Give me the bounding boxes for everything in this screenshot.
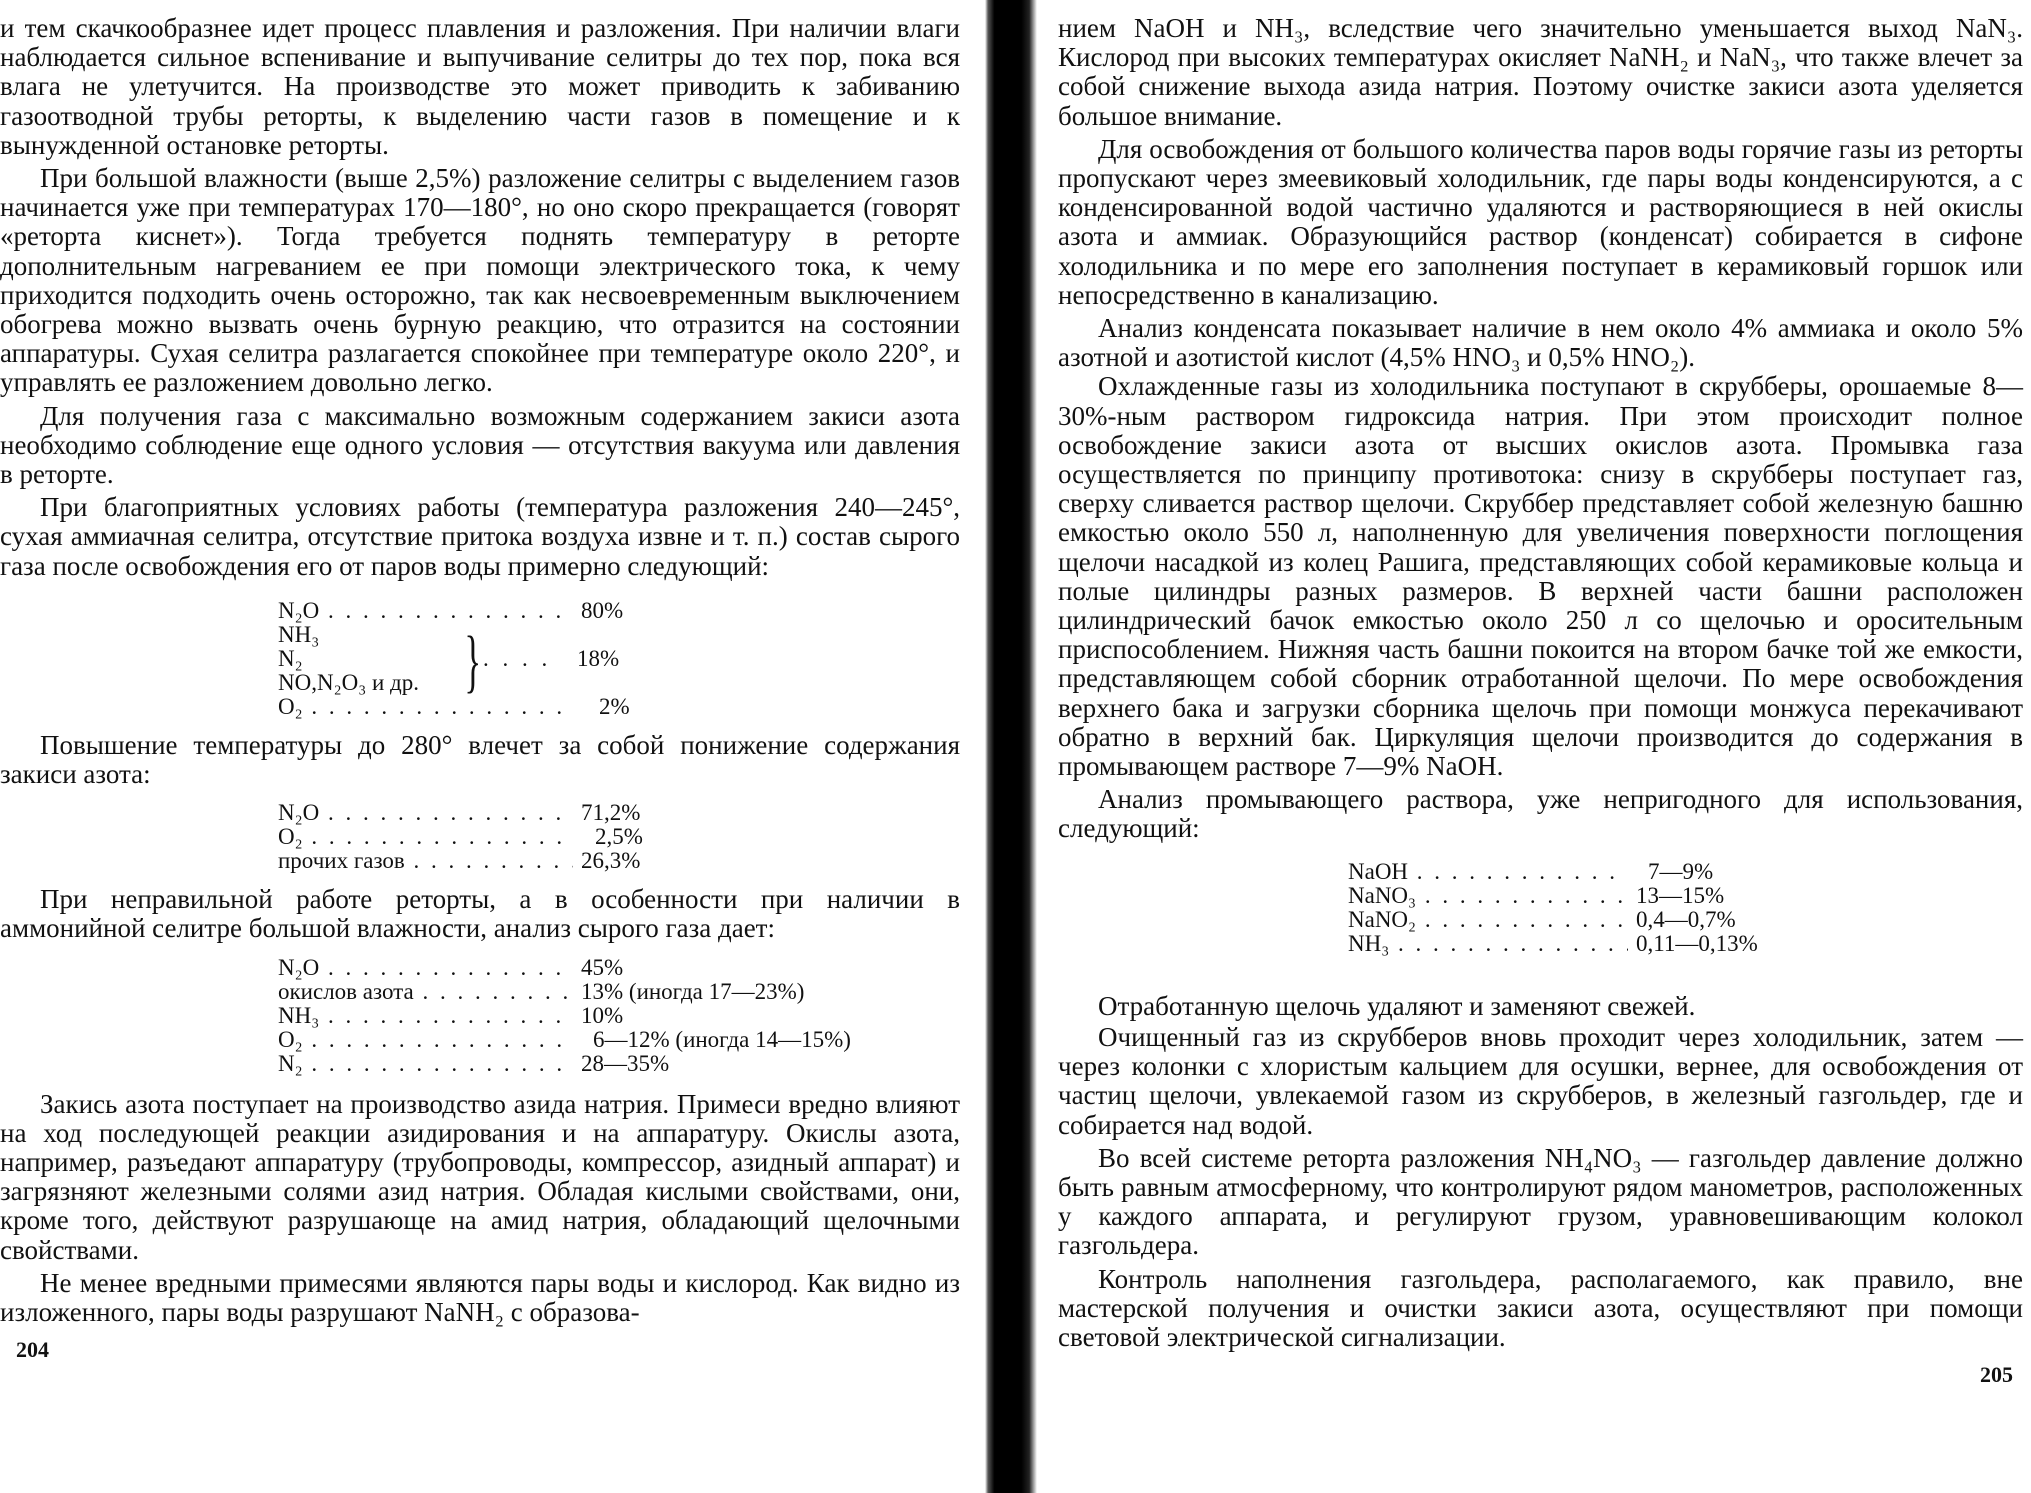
- table-row: NH₃ . . . 10%: [278, 1004, 851, 1028]
- page-number: 204: [16, 1337, 49, 1363]
- paragraph: Для получения газа с максимально возможным содержанием закиси азота необходимо соблюдение еще одного условия — отсутствия вакуума или давления в реторте.: [0, 400, 960, 490]
- gas-composition-table-1: [278, 599, 698, 719]
- paragraph: Анализ промывающего раствора, уже непригодного для использования, следующий:: [1058, 784, 2023, 844]
- paragraph: Анализ конденсата показывает наличие в нем около 4% аммиака и около 5% азотной и азотистой кислот (4,5% HNO₃ и 0,5% HNO₂).: [1058, 313, 2023, 373]
- paragraph: Во всей системе реторта разложения NH₄NO₃ — газгольдер давление должно быть равным атмосферному, что контролируют рядом манометров, расположенных у каждого аппарата, и регулируют грузом, уравновешивающим колокол газгольдера.: [1058, 1142, 2023, 1261]
- paragraph: нием NaOH и NH₃, вследствие чего значительно уменьшается выход NaN₃. Кислород при высоких температурах окисляет NaNH₂ и NaN₃, что также влечет за собой снижение выхода азида натрия. Поэтому очистке закиси азота уделяется большое внимание.: [1058, 13, 2023, 131]
- table-row: NaNO₃ . . . 13—15%: [1348, 884, 1758, 908]
- book-spine: [985, 0, 1037, 1493]
- brace-icon: }: [464, 622, 482, 700]
- table-row: O₂ . . . 2,5%: [278, 825, 643, 849]
- table-row-group: NH₃ N₂ NO,N₂O₃ и др. } . . . . 18%: [278, 621, 620, 700]
- table-row: прочих газов . . . 26,3%: [278, 849, 643, 873]
- paragraph: Охлажденные газы из холодильника поступают в скрубберы, орошаемые 8—30%-ным раствором гидроксида натрия. При этом происходит полное освобождение закиси азота от высших окислов азота. Промывка газа осуществляется по принципу противотока: снизу в скрубберы поступает газ, сверху сливается раствор щелочи. Скруббер представляет собой железную башню емкостью около 550 л, наполненную для увеличения поверхности поглощения щелочи насадкой из колец Рашига, представляющих собой керамиковые кольца и полые цилиндры разных размеров. В верхней части башни расположен цилиндрический бачок емкостью около 250 л со щелочью и оросительным приспособлением. Нижняя часть башни покоится на втором бачке той же емкости, представляющем собой сборник отработанной щелочи. По мере освобождения верхнего бака и загрузки сборника щелочь при помощи монжуса перекачивают обратно в верхний бак. Циркуляция щелочи производится до содержания в промывающем растворе 7—9% NaOH.: [1058, 371, 2023, 782]
- gas-composition-table-2: [278, 801, 643, 873]
- gas-composition-table-3: [278, 956, 851, 1076]
- table-row: N₂ . . . 28—35%: [278, 1052, 851, 1076]
- table-row: NaNO₂ . . . 0,4—0,7%: [1348, 908, 1758, 932]
- table-row: N₂O . . . 71,2%: [278, 801, 643, 825]
- table-row: окислов азота . . . 13% (иногда 17—23%): [278, 980, 851, 1004]
- table-row: N₂O . . . 80%: [278, 599, 698, 623]
- table-row: O₂ . . . 6—12% (иногда 14—15%): [278, 1028, 851, 1052]
- paragraph: При большой влажности (выше 2,5%) разложение селитры с выделением газов начинается уже при температурах 170—180°, но оно скоро прекращается (говорят «реторта киснет»). Тогда требуется поднять температуру в реторте дополнительным нагреванием ее при помощи электрического тока, к чему приходится подходить очень осторожно, так как несвоевременным выключением обогрева можно вызвать очень бурную реакцию, что отразится на состоянии аппаратуры. Сухая селитра разлагается спокойнее при температуре около 220°, и управлять ее разложением довольно легко.: [0, 163, 960, 398]
- paragraph: Не менее вредными примесями являются пары воды и кислород. Как видно из изложенного, пары воды разрушают NaNH₂ с образова-: [0, 1267, 960, 1328]
- table-row: NH₃ . . . 0,11—0,13%: [1348, 932, 1758, 956]
- wash-solution-table: [1348, 860, 1758, 956]
- paragraph: При благоприятных условиях работы (температура разложения 240—245°, сухая аммиачная селитра, отсутствие притока воздуха извне и т. п.) состав сырого газа после освобождения его от паров воды примерно следующий:: [0, 492, 960, 581]
- table-row: NaOH . . . 7—9%: [1348, 860, 1758, 884]
- right-page: [1058, 0, 2023, 1388]
- paragraph: Отработанную щелочь удаляют и заменяют свежей.: [1098, 990, 1696, 1021]
- left-page: [0, 0, 960, 1363]
- paragraph: и тем скачкообразнее идет процесс плавления и разложения. При наличии влаги наблюдается сильное вспенивание и выпучивание селитры до тех пор, пока вся влага не улетучится. На производстве это может приводить к забиванию газоотводной трубы реторты, к выделению части газов в помещение и к вынужденной остановке реторты.: [0, 13, 960, 160]
- paragraph: Закись азота поступает на производство азида натрия. Примеси вредно влияют на ход последующей реакции азидирования и на аппаратуру. Окислы азота, например, разъедают аппаратуру (трубопроводы, компрессор, азидный аппарат) и загрязняют железными солями азид натрия. Обладая кислыми свойствами, они, кроме того, действуют разрушающе на амид натрия, обладающий щелочными свойствами.: [0, 1088, 960, 1265]
- paragraph: Контроль наполнения газгольдера, располагаемого, как правило, вне мастерской получения и очистки закиси азота, осуществляют при помощи световой электрической сигнализации.: [1058, 1263, 2023, 1352]
- page-number: 205: [1980, 1362, 2013, 1388]
- paragraph: Очищенный газ из скрубберов вновь проходит через холодильник, затем — через колонки с хлористым кальцием для осушки, вернее, для освобождения от частиц щелочи, увлекаемой газом из скрубберов, в железный газгольдер, где и собирается над водой.: [1058, 1021, 2023, 1140]
- paragraph: Для освобождения от большого количества паров воды горячие газы из реторты пропускают через змеевиковый холодильник, где пары воды конденсируются, а с конденсированной водой частично удаляются и растворяющиеся в ней окислы азота и аммиак. Образующийся раствор (конденсат) собирается в сифоне холодильника и по мере его заполнения поступает в керамиковый горшок или непосредственно в канализацию.: [1058, 133, 2023, 310]
- table-row: O₂ . . . 2%: [278, 695, 698, 719]
- paragraph: Повышение температуры до 280° влечет за собой понижение содержания закиси азота:: [0, 729, 960, 790]
- table-row: N₂O . . . 45%: [278, 956, 851, 980]
- paragraph: При неправильной работе реторты, а в особенности при наличии в аммонийной селитре большой влажности, анализ сырого газа дает:: [0, 884, 960, 944]
